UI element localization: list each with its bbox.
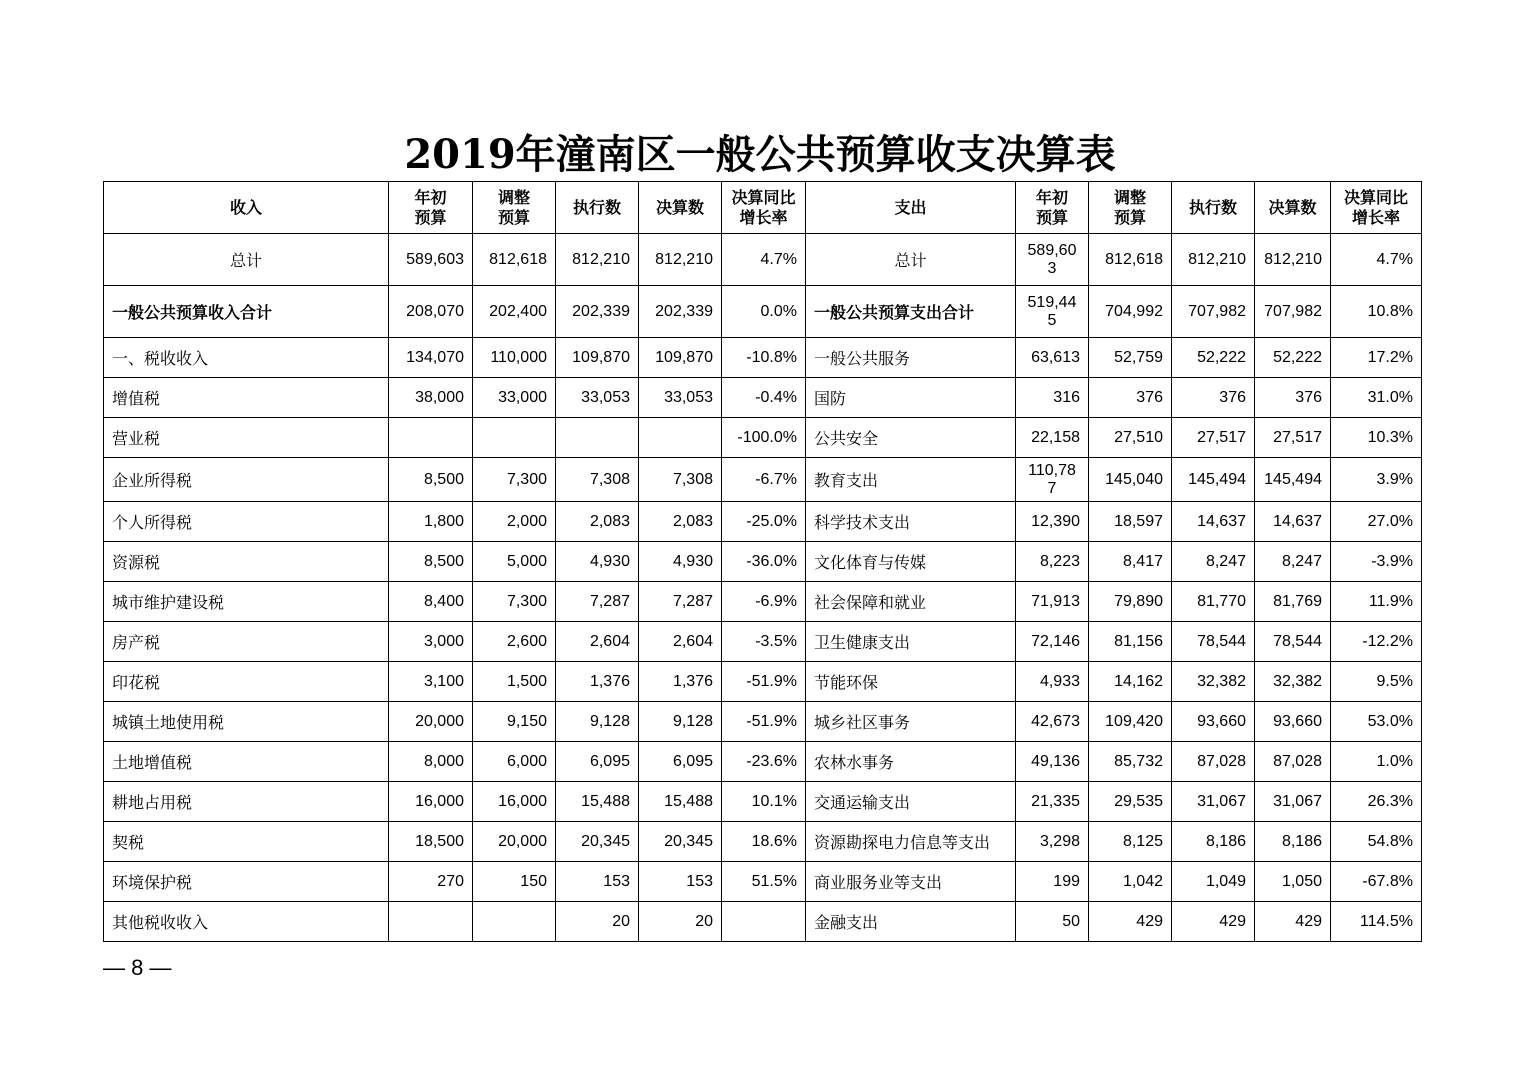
income-growth: -36.0% xyxy=(722,542,806,582)
income-execution xyxy=(556,418,639,458)
expense-initial: 4,933 xyxy=(1016,662,1089,702)
expense-adjusted: 27,510 xyxy=(1089,418,1172,458)
income-adjusted: 9,150 xyxy=(473,702,556,742)
expense-initial: 3,298 xyxy=(1016,822,1089,862)
income-growth: 18.6% xyxy=(722,822,806,862)
expense-initial: 22,158 xyxy=(1016,418,1089,458)
table-row xyxy=(104,286,1422,338)
expense-execution: 707,982 xyxy=(1172,286,1255,338)
expense-initial: 199 xyxy=(1016,862,1089,902)
expense-final: 81,769 xyxy=(1255,582,1331,622)
income-growth: 4.7% xyxy=(722,234,806,286)
income-final: 202,339 xyxy=(639,286,722,338)
expense-initial: 71,913 xyxy=(1016,582,1089,622)
income-adjusted: 5,000 xyxy=(473,542,556,582)
expense-final: 14,637 xyxy=(1255,502,1331,542)
income-adjusted: 33,000 xyxy=(473,378,556,418)
income-adjusted: 2,000 xyxy=(473,502,556,542)
table-row xyxy=(104,338,1422,378)
expense-adjusted: 812,618 xyxy=(1089,234,1172,286)
expense-final: 52,222 xyxy=(1255,338,1331,378)
expense-growth: 31.0% xyxy=(1331,378,1422,418)
income-final: 2,083 xyxy=(639,502,722,542)
header-growth-exp: 决算同比 增长率 xyxy=(1331,182,1422,234)
expense-execution: 145,494 xyxy=(1172,458,1255,502)
expense-initial: 519,445 xyxy=(1016,286,1089,338)
expense-execution: 87,028 xyxy=(1172,742,1255,782)
expense-adjusted: 704,992 xyxy=(1089,286,1172,338)
expense-adjusted: 52,759 xyxy=(1089,338,1172,378)
expense-execution: 8,186 xyxy=(1172,822,1255,862)
income-execution: 2,604 xyxy=(556,622,639,662)
expense-initial: 21,335 xyxy=(1016,782,1089,822)
income-final xyxy=(639,418,722,458)
expense-initial: 110,787 xyxy=(1016,458,1089,502)
table-row xyxy=(104,418,1422,458)
expense-name: 卫生健康支出 xyxy=(806,622,1016,662)
income-final: 812,210 xyxy=(639,234,722,286)
expense-growth: -67.8% xyxy=(1331,862,1422,902)
income-adjusted: 110,000 xyxy=(473,338,556,378)
income-final: 20 xyxy=(639,902,722,942)
income-final: 20,345 xyxy=(639,822,722,862)
income-execution: 812,210 xyxy=(556,234,639,286)
expense-execution: 376 xyxy=(1172,378,1255,418)
expense-growth: 10.8% xyxy=(1331,286,1422,338)
income-growth: -6.9% xyxy=(722,582,806,622)
table-row xyxy=(104,234,1422,286)
expense-growth: 11.9% xyxy=(1331,582,1422,622)
income-execution: 20,345 xyxy=(556,822,639,862)
expense-adjusted: 8,417 xyxy=(1089,542,1172,582)
income-final: 15,488 xyxy=(639,782,722,822)
income-growth: -51.9% xyxy=(722,702,806,742)
expense-adjusted: 376 xyxy=(1089,378,1172,418)
income-growth: -23.6% xyxy=(722,742,806,782)
expense-adjusted: 14,162 xyxy=(1089,662,1172,702)
income-name: 一般公共预算收入合计 xyxy=(104,286,389,338)
table-row xyxy=(104,542,1422,582)
income-adjusted: 150 xyxy=(473,862,556,902)
expense-name: 节能环保 xyxy=(806,662,1016,702)
income-growth: -3.5% xyxy=(722,622,806,662)
income-final: 7,287 xyxy=(639,582,722,622)
income-adjusted: 7,300 xyxy=(473,582,556,622)
expense-growth: 26.3% xyxy=(1331,782,1422,822)
expense-execution: 1,049 xyxy=(1172,862,1255,902)
expense-initial: 589,603 xyxy=(1016,234,1089,286)
income-growth: 10.1% xyxy=(722,782,806,822)
income-initial: 8,000 xyxy=(389,742,473,782)
income-growth: -6.7% xyxy=(722,458,806,502)
income-name: 营业税 xyxy=(104,418,389,458)
expense-execution: 31,067 xyxy=(1172,782,1255,822)
expense-name: 科学技术支出 xyxy=(806,502,1016,542)
expense-final: 32,382 xyxy=(1255,662,1331,702)
income-initial xyxy=(389,418,473,458)
expense-execution: 32,382 xyxy=(1172,662,1255,702)
income-name: 契税 xyxy=(104,822,389,862)
income-growth: -100.0% xyxy=(722,418,806,458)
expense-name: 商业服务业等支出 xyxy=(806,862,1016,902)
expense-growth: 54.8% xyxy=(1331,822,1422,862)
income-name: 城市维护建设税 xyxy=(104,582,389,622)
page-title: 2019年潼南区一般公共预算收支决算表 xyxy=(404,131,1116,178)
expense-growth: 53.0% xyxy=(1331,702,1422,742)
table-row xyxy=(104,822,1422,862)
expense-execution: 27,517 xyxy=(1172,418,1255,458)
income-execution: 9,128 xyxy=(556,702,639,742)
income-name: 印花税 xyxy=(104,662,389,702)
expense-growth: 27.0% xyxy=(1331,502,1422,542)
expense-name: 国防 xyxy=(806,378,1016,418)
header-final: 决算数 xyxy=(639,182,722,234)
income-growth: 51.5% xyxy=(722,862,806,902)
expense-name: 教育支出 xyxy=(806,458,1016,502)
income-execution: 20 xyxy=(556,902,639,942)
header-growth: 决算同比 增长率 xyxy=(722,182,806,234)
header-income: 收入 xyxy=(104,182,389,234)
income-final: 153 xyxy=(639,862,722,902)
expense-final: 145,494 xyxy=(1255,458,1331,502)
header-initial-budget: 年初 预算 xyxy=(389,182,473,234)
income-initial: 208,070 xyxy=(389,286,473,338)
income-adjusted: 7,300 xyxy=(473,458,556,502)
expense-adjusted: 81,156 xyxy=(1089,622,1172,662)
income-initial: 270 xyxy=(389,862,473,902)
income-growth: 0.0% xyxy=(722,286,806,338)
expense-initial: 49,136 xyxy=(1016,742,1089,782)
income-final: 7,308 xyxy=(639,458,722,502)
expense-growth: 3.9% xyxy=(1331,458,1422,502)
expense-final: 1,050 xyxy=(1255,862,1331,902)
income-initial: 8,500 xyxy=(389,542,473,582)
income-execution: 6,095 xyxy=(556,742,639,782)
income-name: 增值税 xyxy=(104,378,389,418)
income-final: 1,376 xyxy=(639,662,722,702)
expense-initial: 42,673 xyxy=(1016,702,1089,742)
income-adjusted: 2,600 xyxy=(473,622,556,662)
table-row xyxy=(104,902,1422,942)
income-adjusted: 6,000 xyxy=(473,742,556,782)
expense-initial: 63,613 xyxy=(1016,338,1089,378)
table-row xyxy=(104,458,1422,502)
income-name: 耕地占用税 xyxy=(104,782,389,822)
table-row xyxy=(104,862,1422,902)
expense-final: 707,982 xyxy=(1255,286,1331,338)
expense-adjusted: 429 xyxy=(1089,902,1172,942)
expense-initial: 50 xyxy=(1016,902,1089,942)
expense-name: 一般公共服务 xyxy=(806,338,1016,378)
expense-final: 27,517 xyxy=(1255,418,1331,458)
table-row xyxy=(104,702,1422,742)
expense-final: 31,067 xyxy=(1255,782,1331,822)
expense-name: 一般公共预算支出合计 xyxy=(806,286,1016,338)
expense-adjusted: 109,420 xyxy=(1089,702,1172,742)
expense-adjusted: 145,040 xyxy=(1089,458,1172,502)
expense-final: 429 xyxy=(1255,902,1331,942)
table-row xyxy=(104,662,1422,702)
header-row xyxy=(104,182,1422,234)
expense-growth: 114.5% xyxy=(1331,902,1422,942)
expense-name: 社会保障和就业 xyxy=(806,582,1016,622)
income-execution: 15,488 xyxy=(556,782,639,822)
income-adjusted xyxy=(473,418,556,458)
expense-name: 城乡社区事务 xyxy=(806,702,1016,742)
income-initial: 18,500 xyxy=(389,822,473,862)
expense-name: 文化体育与传媒 xyxy=(806,542,1016,582)
budget-table xyxy=(103,181,1422,942)
header-initial-budget-exp: 年初 预算 xyxy=(1016,182,1089,234)
expense-growth: 17.2% xyxy=(1331,338,1422,378)
expense-final: 376 xyxy=(1255,378,1331,418)
table-row xyxy=(104,622,1422,662)
income-final: 109,870 xyxy=(639,338,722,378)
income-name: 其他税收收入 xyxy=(104,902,389,942)
income-initial: 589,603 xyxy=(389,234,473,286)
income-final: 4,930 xyxy=(639,542,722,582)
income-execution: 153 xyxy=(556,862,639,902)
income-initial: 38,000 xyxy=(389,378,473,418)
expense-name: 金融支出 xyxy=(806,902,1016,942)
expense-name: 农林水事务 xyxy=(806,742,1016,782)
expense-final: 8,247 xyxy=(1255,542,1331,582)
table-row xyxy=(104,378,1422,418)
income-name: 一、税收收入 xyxy=(104,338,389,378)
expense-initial: 316 xyxy=(1016,378,1089,418)
income-name: 土地增值税 xyxy=(104,742,389,782)
expense-name: 公共安全 xyxy=(806,418,1016,458)
header-execution-exp: 执行数 xyxy=(1172,182,1255,234)
expense-execution: 81,770 xyxy=(1172,582,1255,622)
income-initial: 1,800 xyxy=(389,502,473,542)
table-row xyxy=(104,502,1422,542)
income-growth: -25.0% xyxy=(722,502,806,542)
income-name: 城镇土地使用税 xyxy=(104,702,389,742)
expense-adjusted: 85,732 xyxy=(1089,742,1172,782)
header-execution: 执行数 xyxy=(556,182,639,234)
table-row xyxy=(104,742,1422,782)
income-execution: 7,287 xyxy=(556,582,639,622)
income-initial: 20,000 xyxy=(389,702,473,742)
header-expense: 支出 xyxy=(806,182,1016,234)
income-final: 9,128 xyxy=(639,702,722,742)
income-execution: 109,870 xyxy=(556,338,639,378)
expense-adjusted: 79,890 xyxy=(1089,582,1172,622)
page-number: — 8 — xyxy=(103,955,172,980)
income-name: 总计 xyxy=(104,234,389,286)
income-initial: 16,000 xyxy=(389,782,473,822)
income-name: 企业所得税 xyxy=(104,458,389,502)
income-adjusted: 1,500 xyxy=(473,662,556,702)
income-execution: 4,930 xyxy=(556,542,639,582)
income-initial: 8,500 xyxy=(389,458,473,502)
expense-final: 93,660 xyxy=(1255,702,1331,742)
table-row xyxy=(104,782,1422,822)
expense-execution: 429 xyxy=(1172,902,1255,942)
income-execution: 2,083 xyxy=(556,502,639,542)
header-adjusted-budget: 调整 预算 xyxy=(473,182,556,234)
income-final: 2,604 xyxy=(639,622,722,662)
income-execution: 202,339 xyxy=(556,286,639,338)
expense-execution: 52,222 xyxy=(1172,338,1255,378)
income-final: 33,053 xyxy=(639,378,722,418)
expense-execution: 812,210 xyxy=(1172,234,1255,286)
income-final: 6,095 xyxy=(639,742,722,782)
income-growth: -10.8% xyxy=(722,338,806,378)
income-initial: 8,400 xyxy=(389,582,473,622)
income-adjusted: 202,400 xyxy=(473,286,556,338)
income-execution: 1,376 xyxy=(556,662,639,702)
expense-growth: 4.7% xyxy=(1331,234,1422,286)
expense-name: 总计 xyxy=(806,234,1016,286)
expense-growth: -3.9% xyxy=(1331,542,1422,582)
expense-initial: 8,223 xyxy=(1016,542,1089,582)
header-final-exp: 决算数 xyxy=(1255,182,1331,234)
expense-adjusted: 1,042 xyxy=(1089,862,1172,902)
expense-execution: 8,247 xyxy=(1172,542,1255,582)
income-name: 房产税 xyxy=(104,622,389,662)
income-growth: -51.9% xyxy=(722,662,806,702)
expense-initial: 12,390 xyxy=(1016,502,1089,542)
expense-adjusted: 8,125 xyxy=(1089,822,1172,862)
expense-execution: 78,544 xyxy=(1172,622,1255,662)
expense-execution: 93,660 xyxy=(1172,702,1255,742)
expense-growth: -12.2% xyxy=(1331,622,1422,662)
expense-growth: 9.5% xyxy=(1331,662,1422,702)
expense-final: 78,544 xyxy=(1255,622,1331,662)
expense-final: 812,210 xyxy=(1255,234,1331,286)
table-row xyxy=(104,582,1422,622)
income-adjusted: 16,000 xyxy=(473,782,556,822)
income-adjusted: 812,618 xyxy=(473,234,556,286)
income-growth: -0.4% xyxy=(722,378,806,418)
income-name: 环境保护税 xyxy=(104,862,389,902)
income-initial: 134,070 xyxy=(389,338,473,378)
expense-adjusted: 29,535 xyxy=(1089,782,1172,822)
income-initial: 3,100 xyxy=(389,662,473,702)
expense-final: 87,028 xyxy=(1255,742,1331,782)
expense-initial: 72,146 xyxy=(1016,622,1089,662)
expense-adjusted: 18,597 xyxy=(1089,502,1172,542)
income-execution: 7,308 xyxy=(556,458,639,502)
income-initial: 3,000 xyxy=(389,622,473,662)
income-adjusted: 20,000 xyxy=(473,822,556,862)
expense-name: 资源勘探电力信息等支出 xyxy=(806,822,1016,862)
expense-final: 8,186 xyxy=(1255,822,1331,862)
income-name: 个人所得税 xyxy=(104,502,389,542)
expense-growth: 1.0% xyxy=(1331,742,1422,782)
header-adjusted-budget-exp: 调整 预算 xyxy=(1089,182,1172,234)
income-growth xyxy=(722,902,806,942)
expense-execution: 14,637 xyxy=(1172,502,1255,542)
income-adjusted xyxy=(473,902,556,942)
expense-name: 交通运输支出 xyxy=(806,782,1016,822)
income-initial xyxy=(389,902,473,942)
expense-growth: 10.3% xyxy=(1331,418,1422,458)
income-execution: 33,053 xyxy=(556,378,639,418)
income-name: 资源税 xyxy=(104,542,389,582)
